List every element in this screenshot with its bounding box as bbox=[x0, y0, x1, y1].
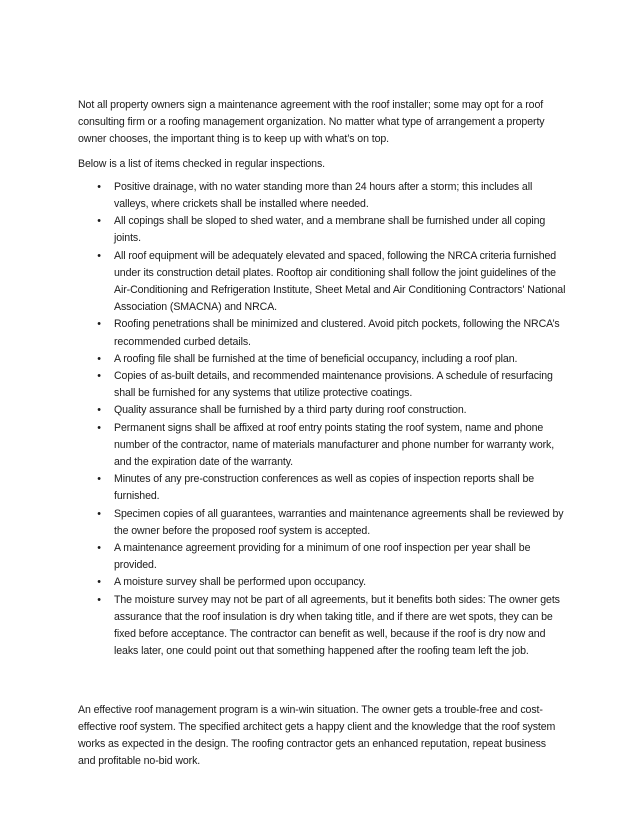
list-item bbox=[78, 351, 566, 368]
section-spacer bbox=[78, 661, 566, 702]
list-item bbox=[78, 179, 566, 213]
document-page bbox=[78, 97, 566, 770]
bullet-icon: • bbox=[97, 593, 101, 606]
list-item-text: Copies of as-built details, and recommended maintenance provisions. A schedule of resurfacing shall be furnished for any systems that utilize protective coatings. bbox=[114, 370, 553, 400]
list-item bbox=[78, 316, 566, 350]
list-item bbox=[78, 471, 566, 505]
list-item bbox=[78, 402, 566, 419]
bullet-icon: • bbox=[97, 404, 101, 417]
list-item-text: Minutes of any pre-construction conferences as well as copies of inspection reports shall be furnished. bbox=[114, 473, 535, 503]
bullet-icon: • bbox=[97, 473, 101, 486]
list-item-text: A moisture survey shall be performed upon occupancy. bbox=[114, 576, 366, 589]
list-item bbox=[78, 540, 566, 574]
bullet-icon: • bbox=[97, 421, 101, 434]
bullet-icon: • bbox=[97, 180, 101, 193]
bullet-icon: • bbox=[97, 542, 101, 555]
conclusion-paragraph: An effective roof management program is a win-win situation. The owner gets a trouble-free and cost-effective roof system. The specified architect gets a happy client and the knowledge that the roof system works as expected in the design. The roofing contractor gets an enhanced reputation, repeat business and profitable no-bid work. bbox=[78, 703, 556, 768]
list-item-text: All roof equipment will be adequately elevated and spaced, following the NRCA criteria furnished under its construction detail plates. Rooftop air conditioning shall follow the joint guidelines of the Air-Conditioning and Refrigeration Institute, Sheet Metal and Air Conditioning Contractors' National Association (SMACNA) and NRCA. bbox=[114, 249, 566, 314]
bullet-icon: • bbox=[97, 215, 101, 228]
list-item bbox=[78, 592, 566, 661]
list-item-text: Permanent signs shall be affixed at roof entry points stating the roof system, name and phone number of the contractor, name of materials manufacturer and phone number for warranty work, and the expiration date of the warranty. bbox=[114, 421, 555, 469]
list-item-text: Positive drainage, with no water standing more than 24 hours after a storm; this includes all valleys, where crickets shall be installed where needed. bbox=[114, 180, 533, 211]
list-item bbox=[78, 420, 566, 472]
list-item bbox=[78, 368, 566, 402]
bullet-icon: • bbox=[97, 352, 101, 365]
bullet-icon: • bbox=[97, 249, 101, 262]
list-lead-paragraph: Below is a list of items checked in regular inspections. bbox=[78, 157, 326, 170]
list-item bbox=[78, 574, 566, 591]
bullet-icon: • bbox=[97, 507, 101, 520]
list-item-text: Quality assurance shall be furnished by a third party during roof construction. bbox=[114, 404, 467, 417]
bullet-icon: • bbox=[97, 576, 101, 589]
list-item-text: A roofing file shall be furnished at the time of beneficial occupancy, including a roof plan. bbox=[114, 352, 518, 365]
list-item-text: A maintenance agreement providing for a minimum of one roof inspection per year shall be provided. bbox=[114, 542, 531, 572]
intro-paragraph: Not all property owners sign a maintenance agreement with the roof installer; some may opt for a roof consulting firm or a roofing management organization. No matter what type of arrangement a property owner chooses, the important thing is to keep up with what’s on top. bbox=[78, 99, 545, 146]
list-item bbox=[78, 506, 566, 540]
list-item-text: Roofing penetrations shall be minimized and clustered. Avoid pitch pockets, following the NRCA’s recommended curbed details. bbox=[114, 318, 560, 348]
list-item-text: The moisture survey may not be part of all agreements, but it benefits both sides: The owner gets assurance that the roof insulation is dry when taking title, and if there are wet spots, they can be fixed before acceptance. The contractor can benefit as well, because if the roof is dry now and leaks later, one could point out that something happened after the roofing team left the job. bbox=[114, 593, 560, 658]
inspection-items-list bbox=[78, 179, 566, 661]
list-item-text: Specimen copies of all guarantees, warranties and maintenance agreements shall be reviewed by the owner before the proposed roof system is accepted. bbox=[114, 507, 564, 537]
bullet-icon: • bbox=[97, 370, 101, 383]
list-item bbox=[78, 213, 566, 247]
list-item bbox=[78, 248, 566, 317]
list-item-text: All copings shall be sloped to shed water, and a membrane shall be furnished under all coping joints. bbox=[114, 215, 546, 245]
bullet-icon: • bbox=[97, 318, 101, 331]
